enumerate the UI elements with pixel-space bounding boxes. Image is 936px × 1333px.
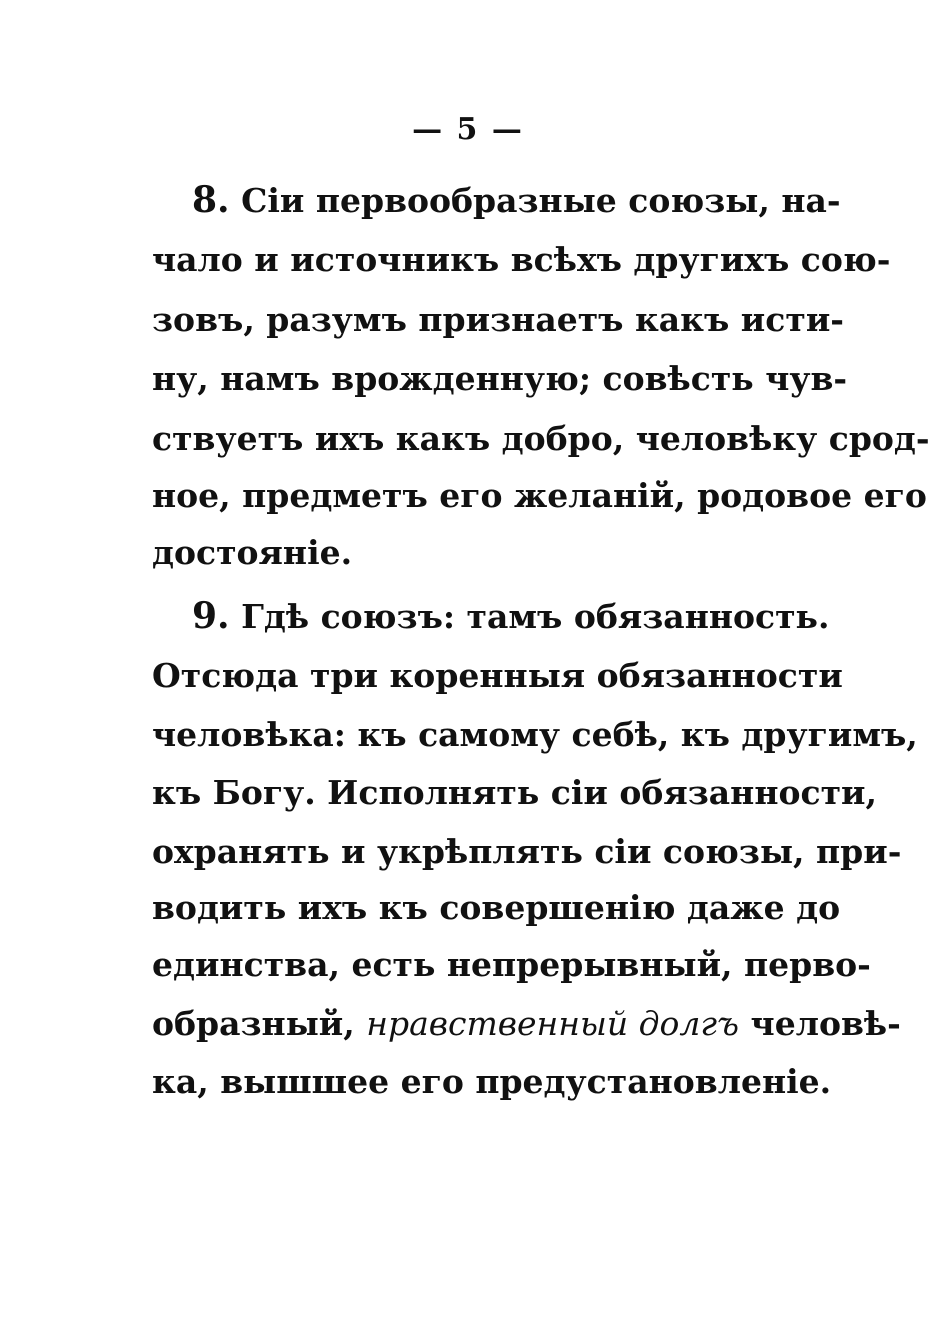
paragraph-8-line-2: чало и источникъ всѣхъ другихъ сою-	[152, 240, 891, 279]
paragraph-8-line-1	[192, 178, 841, 222]
line-text-after-italic: человѣ-	[739, 1004, 901, 1043]
paragraph-8-line-4: ну, намъ врожденную; совѣсть чув-	[152, 359, 848, 398]
paragraph-9-line-8	[152, 1002, 901, 1046]
paragraph-8-line-7: достояніе.	[152, 533, 353, 572]
paragraph-9-line-2: Отсюда три коренныя обязанности	[152, 656, 843, 695]
paragraph-number-8: 8.	[192, 179, 230, 221]
page-number: — 5 —	[412, 112, 524, 147]
paragraph-9-line-7: единства, есть непрерывный, перво-	[152, 945, 871, 984]
paragraph-9-line-1	[192, 594, 830, 638]
paragraph-line: Сіи первообразные союзы, на-	[241, 181, 841, 220]
paragraph-9-line-4: къ Богу. Исполнять сіи обязанности,	[152, 773, 878, 812]
paragraph-line: Гдѣ союзъ: тамъ обязанность.	[241, 597, 830, 636]
paragraph-8-line-5: ствуетъ ихъ какъ добро, человѣку срод-	[152, 419, 930, 458]
paragraph-9-line-6: водить ихъ къ совершенію даже до	[152, 888, 841, 927]
line-text-before-italic: образный,	[152, 1004, 367, 1043]
paragraph-8-line-6: ное, предметъ его желаній, родовое его	[152, 476, 927, 515]
paragraph-9-line-5: охранять и укрѣплять сіи союзы, при-	[152, 832, 902, 871]
paragraph-8-line-3: зовъ, разумъ признаетъ какъ исти-	[152, 300, 844, 339]
italic-phrase: нравственный долгъ	[366, 1004, 740, 1043]
paragraph-number-9: 9.	[192, 595, 230, 637]
paragraph-9-line-9: ка, вышшее его предустановленіе.	[152, 1062, 832, 1101]
paragraph-9-line-3: человѣка: къ самому себѣ, къ другимъ,	[152, 715, 918, 754]
